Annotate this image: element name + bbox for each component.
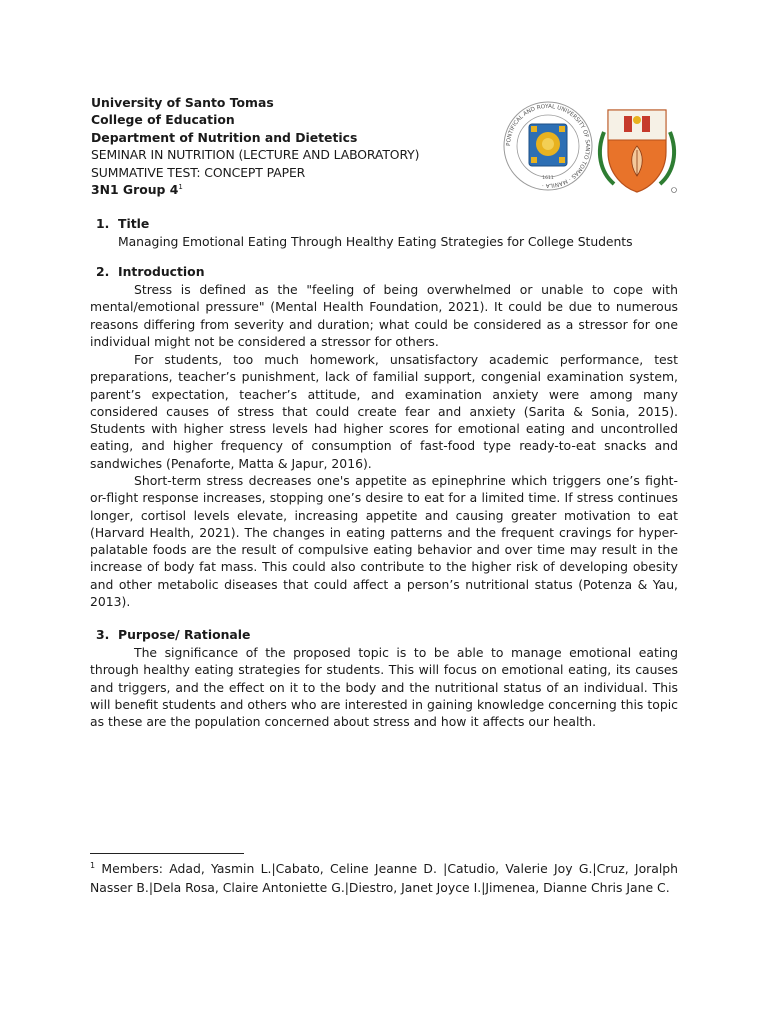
- footnote: [90, 859, 678, 897]
- course-name: SEMINAR IN NUTRITION (LECTURE AND LABORATORY): [91, 147, 420, 163]
- introduction-paragraph-1: Stress is defined as the "feeling of being overwhelmed or unable to cope with mental/emotional pressure" (Mental Health Foundation, 2021). It could be due to numerous reasons differing from severity and duration; what could be considered as a stressor for one individual might not be considered a stressor for others.: [90, 282, 678, 349]
- footnote-divider: [90, 853, 244, 854]
- section-purpose-heading: 3. Purpose/ Rationale: [96, 627, 251, 642]
- section-introduction-heading: 2. Introduction: [96, 264, 205, 279]
- department-name: Department of Nutrition and Dietetics: [91, 129, 358, 145]
- test-name: SUMMATIVE TEST: CONCEPT PAPER: [91, 164, 306, 180]
- footnote-members: Members: Adad, Yasmin L.|Cabato, Celine Jeanne D. |Catudio, Valerie Joy G.|Cruz, Joralph Nasser B.|Dela Rosa, Claire Antoniette G.|Diestro, Janet Joyce I.|Jimenea, Dianne Chris Jane C.: [90, 861, 678, 895]
- college-name: College of Education: [91, 112, 235, 128]
- footnote-marker: 1: [90, 860, 96, 870]
- paper-title: Managing Emotional Eating Through Healthy Eating Strategies for College Students: [118, 234, 633, 249]
- group-line: [91, 181, 501, 198]
- college-of-education-seal-icon: [594, 102, 680, 194]
- section-title-heading: 1. Title: [96, 216, 150, 231]
- group-footnote-marker: 1: [178, 182, 183, 191]
- purpose-paragraph: The significance of the proposed topic is to be able to manage emotional eating through healthy eating strategies for students. This will focus on emotional eating, its causes and triggers, and the effect on it to the body and the nutritional status of an individual. This will benefit students and others who are interested in gaining knowledge concerning this topic as these are the population concerned about stress and how it affects our health.: [90, 645, 678, 730]
- introduction-paragraph-3: Short-term stress decreases one's appetite as epinephrine which triggers one’s fight-or-flight response increases, stopping one’s desire to eat for a limited time. If stress continues longer, cortisol levels elevate, increasing appetite and causing greater motivation to eat (Harvard Health, 2021). The changes in eating patterns and the frequent cravings for hyper-palatable foods are the result of compulsive eating behavior and over time may result in the increase of body fat mass. This could also contribute to the higher risk of developing obesity and other metabolic diseases that could affect a person’s nutritional status (Potenza & Yau, 2013).: [90, 473, 678, 610]
- document-header: [91, 94, 501, 198]
- group-name: 3N1 Group 4: [91, 182, 179, 198]
- ust-seal-ring-text: PONTIFICAL AND ROYAL UNIVERSITY OF SANTO TOMAS · MANILA ·: [505, 103, 591, 189]
- introduction-paragraph-2: For students, too much homework, unsatisfactory academic performance, test preparations, teacher’s punishment, lack of familial support, congenial examination system, parent’s expectation, teacher’s attitude, and examination anxiety were among many considered causes of stress that could create fear and anxiety (Sarita & Sonia, 2015). Students with higher stress levels had higher scores for emotional eating and uncontrolled eating, and higher frequency of consumption of fast-food type ready-to-eat snacks and sandwiches (Penaforte, Matta & Japur, 2016).: [90, 352, 678, 471]
- ust-seal-icon: [502, 100, 594, 192]
- university-name: University of Santo Tomas: [91, 95, 274, 110]
- ust-seal-year: 1611: [542, 176, 554, 181]
